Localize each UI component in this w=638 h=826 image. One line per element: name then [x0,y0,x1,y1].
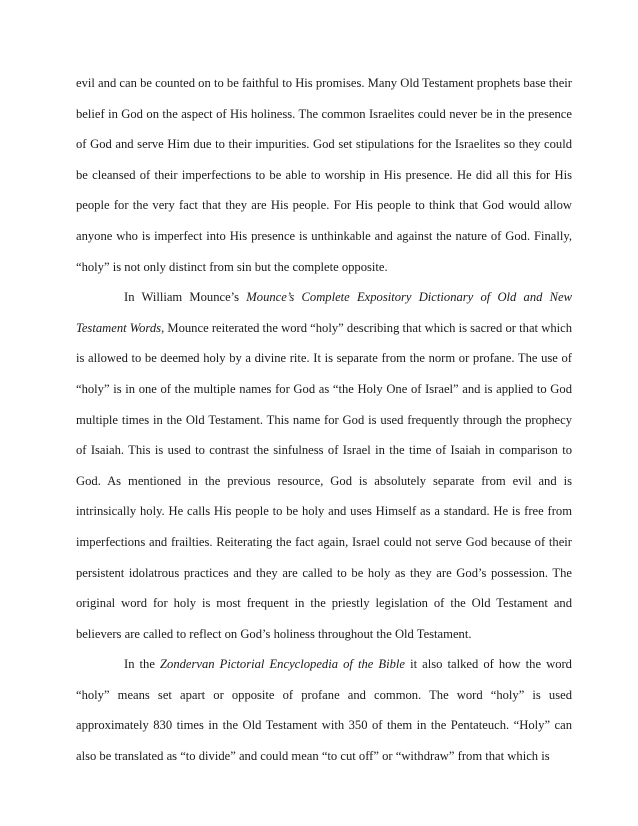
book-title-mounce: Mounce’s Complete Expository Dictionary of Old and New Testament Words [76,290,573,335]
book-title-zondervan: Zondervan Pictorial Encyclopedia of the Bible [160,657,405,672]
document-body [76,68,572,772]
paragraph-mounce [76,282,572,649]
paragraph-zondervan [76,649,572,771]
paragraph-text: In the [124,657,161,672]
paragraph-continuation [76,68,572,282]
paragraph-text: , Mounce reiterated the word “holy” describing that which is sacred or that which is allowed to be deemed holy by a divine rite. It is separate from the norm or profane. The use of “holy” is in one of the multiple names for God as “the Holy One of Israel” and is applied to God multiple times in the Old Testament. This name for God is used frequently through the prophecy of Isaiah. This is used to contrast the sinfulness of Israel in the time of Isaiah in comparison to God. As mentioned in the previous resource, God is absolutely separate from evil and is intrinsically holy. He calls His people to be holy and uses Himself as a standard. He is free from imperfections and frailties. Reiterating the fact again, Israel could not serve God because of their persistent idolatrous practices and they are called to be holy as they are God’s possession. The original word for holy is most frequent in the priestly legislation of the Old Testament and believers are called to reflect on God’s holiness throughout the Old Testament. [76,320,572,641]
paragraph-text: In William Mounce’s [124,290,247,305]
paragraph-text: it also talked of how the word “holy” means set apart or opposite of profane and common. The word “holy” is used approximately 830 times in the Old Testament with 350 of them in the Pentateuch. “Holy” can also be translated as “to divide” and could mean “to cut off” or “withdraw” from that which is [76,657,572,764]
paragraph-text: evil and can be counted on to be faithful to His promises. Many Old Testament prophets base their belief in God on the aspect of His holiness. The common Israelites could never be in the presence of God and serve Him due to their impurities. God set stipulations for the Israelites so they could be cleansed of their imperfections to be able to worship in His presence. He did all this for His people for the very fact that they are His people. For His people to think that God would allow anyone who is imperfect into His presence is unthinkable and against the nature of God. Finally, “holy” is not only distinct from sin but the complete opposite. [76,76,572,274]
